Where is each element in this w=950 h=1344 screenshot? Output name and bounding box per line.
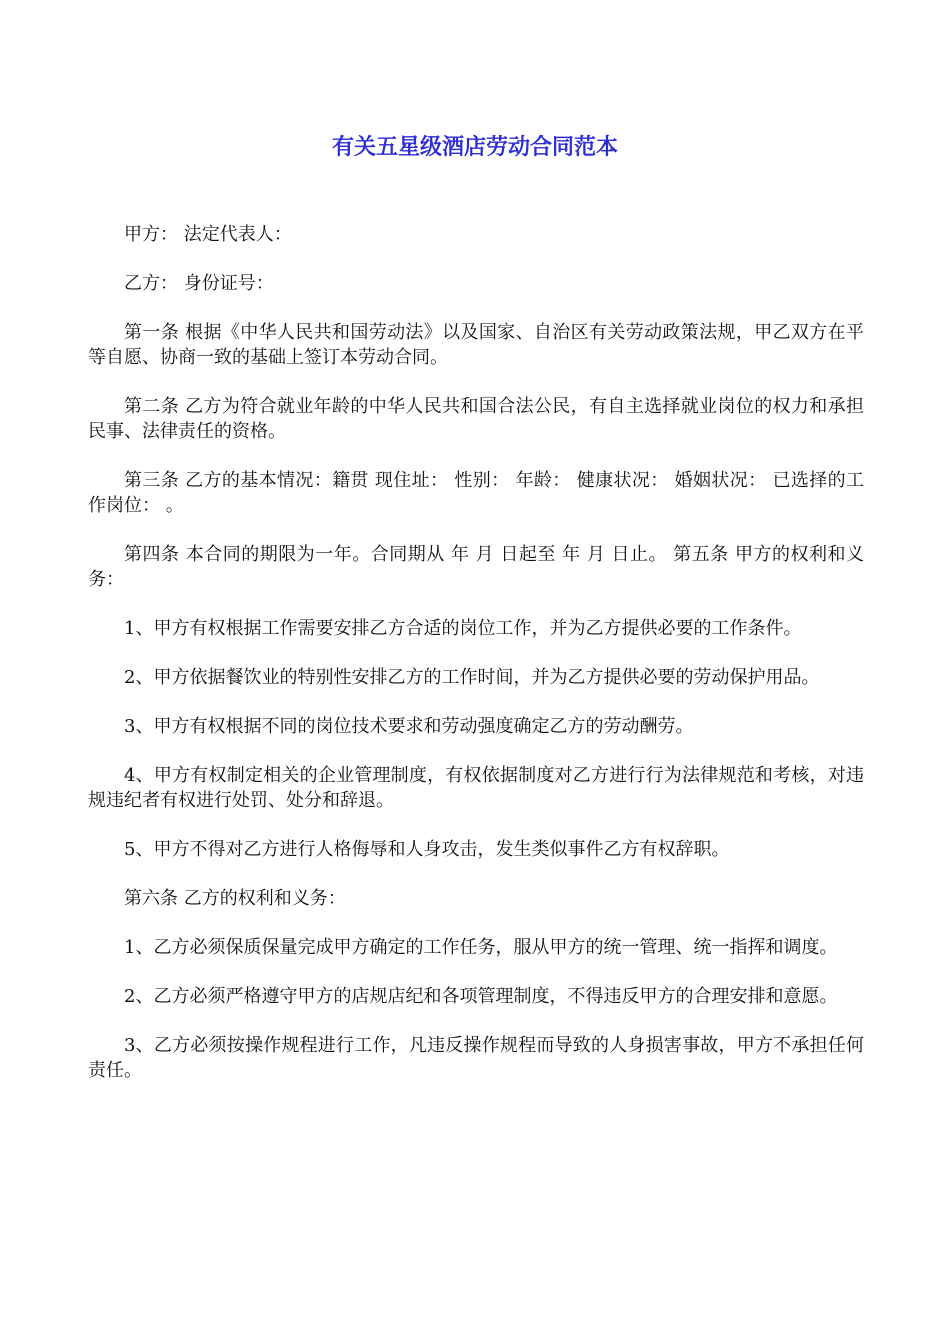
article-4-5: 第四条 本合同的期限为一年。合同期从 年 月 日起至 年 月 日止。 第五条 甲方的权利和义务：	[88, 544, 864, 590]
article-5-item-5: 5、甲方不得对乙方进行人格侮辱和人身攻击，发生类似事件乙方有权辞职。	[124, 839, 730, 860]
article-6-item-2: 2、乙方必须严格遵守甲方的店规店纪和各项管理制度，不得违反甲方的合理安排和意愿。	[124, 986, 838, 1007]
party-a-line: 甲方： 法定代表人：	[124, 224, 292, 245]
article-5-item-2: 2、甲方依据餐饮业的特别性安排乙方的工作时间，并为乙方提供必要的劳动保护用品。	[124, 667, 820, 688]
article-5-item-1: 1、甲方有权根据工作需要安排乙方合适的岗位工作，并为乙方提供必要的工作条件。	[124, 618, 802, 639]
article-1: 第一条 根据《中华人民共和国劳动法》以及国家、自治区有关劳动政策法规，甲乙双方在平等自愿、协商一致的基础上签订本劳动合同。	[88, 322, 864, 368]
article-3: 第三条 乙方的基本情况：籍贯 现住址： 性别： 年龄： 健康状况： 婚姻状况： 已选择的工作岗位： 。	[88, 470, 864, 516]
document-title: 有关五星级酒店劳动合同范本	[331, 135, 618, 160]
article-6-item-1: 1、乙方必须保质保量完成甲方确定的工作任务，服从甲方的统一管理、统一指挥和调度。	[124, 937, 838, 958]
article-5-item-3: 3、甲方有权根据不同的岗位技术要求和劳动强度确定乙方的劳动酬劳。	[124, 716, 694, 737]
article-5-item-4: 4、甲方有权制定相关的企业管理制度，有权依据制度对乙方进行行为法律规范和考核，对违规违纪者有权进行处罚、处分和辞退。	[88, 765, 864, 811]
article-2: 第二条 乙方为符合就业年龄的中华人民共和国合法公民，有自主选择就业岗位的权力和承担民事、法律责任的资格。	[88, 396, 864, 442]
article-6: 第六条 乙方的权利和义务：	[124, 888, 346, 909]
document-body	[88, 222, 864, 1107]
article-6-item-3: 3、乙方必须按操作规程进行工作，凡违反操作规程而导致的人身损害事故，甲方不承担任何责任。	[88, 1035, 864, 1081]
party-b-line: 乙方： 身份证号：	[124, 273, 274, 294]
